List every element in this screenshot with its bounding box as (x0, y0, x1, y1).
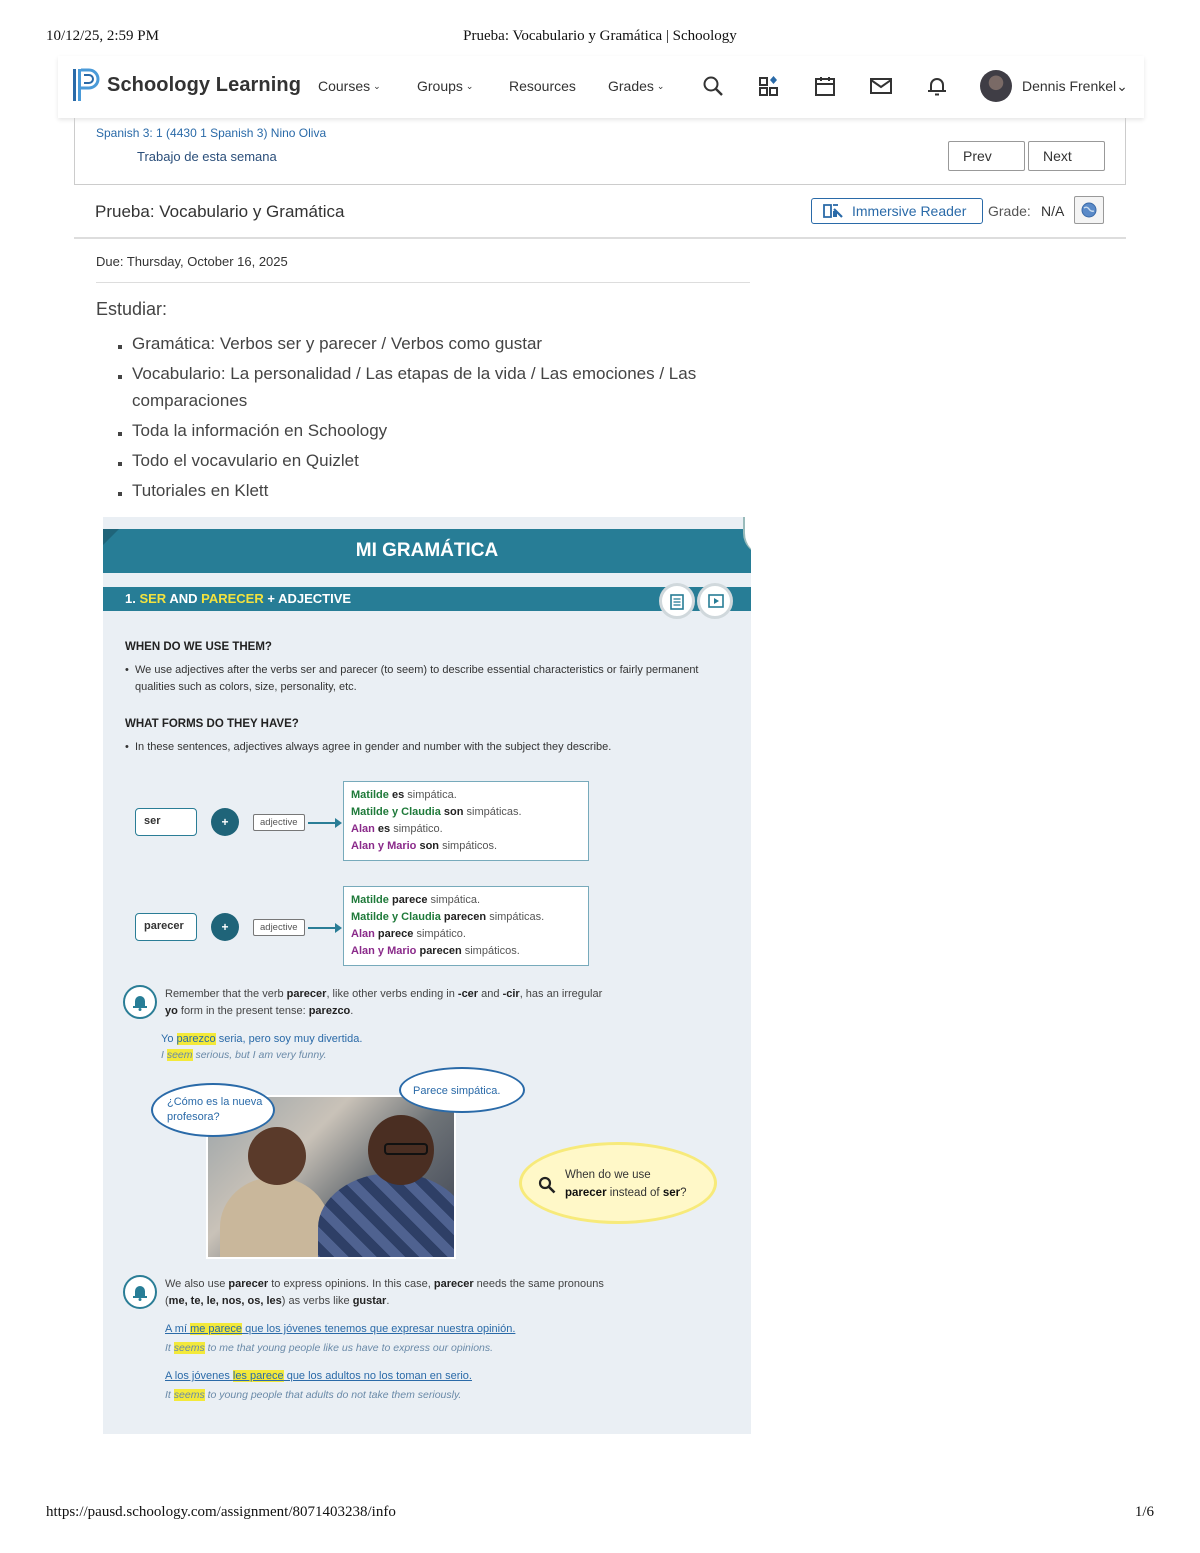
example-sentence: A los jóvenes les parece que los adultos no los toman en serio. (165, 1370, 472, 1382)
immersive-reader-icon (823, 203, 843, 219)
grammar-paragraph: • We use adjectives after the verbs ser and parecer (to seem) to describe essential characteristics or fairly permanent qualities such as colors, size, personality, etc. (125, 662, 705, 696)
chevron-down-icon: ⌄ (656, 81, 665, 91)
grammar-image (103, 517, 751, 1434)
example-sentence: Alan y Mario son simpáticos. (351, 840, 498, 852)
print-page-title: Prueba: Vocabulario y Gramática | Schoology (463, 28, 737, 44)
example-sentence: Matilde parece simpática. (351, 894, 481, 906)
arrow-icon (308, 927, 340, 929)
example-sentence: Yo parezco seria, pero soy muy divertida. (161, 1033, 363, 1045)
video-icon (708, 594, 724, 608)
example-sentence: Alan y Mario parecen simpáticos. (351, 945, 520, 957)
list-item: Gramática: Verbos ser y parecer / Verbos como gustar (116, 330, 736, 357)
example-sentence: Matilde y Claudia son simpáticas. (351, 806, 522, 818)
brand-name[interactable]: Schoology Learning (107, 74, 302, 96)
breadcrumb-course-link[interactable]: Spanish 3: 1 (4430 1 Spanish 3) Nino Oliva (96, 126, 327, 140)
chevron-down-icon: ⌄ (373, 81, 381, 91)
question-text: When do we use parecer instead of ser? (565, 1169, 687, 1199)
worksheet-button (659, 583, 695, 619)
grammar-banner: MI GRAMÁTICA (103, 529, 751, 573)
course-breadcrumb-box (74, 118, 1126, 185)
user-menu[interactable]: Dennis Frenkel⌄ (1022, 78, 1128, 94)
plus-icon: + (211, 808, 239, 836)
assignment-header (74, 186, 1126, 239)
parecer-examples-box (343, 886, 589, 966)
plus-icon: + (211, 913, 239, 941)
example-translation: It seems to young people that adults do not take them seriously. (165, 1389, 462, 1401)
video-button (697, 583, 733, 619)
ser-label: ser (135, 808, 197, 836)
example-translation: It seems to me that young people like us have to express our opinions. (165, 1342, 494, 1354)
example-sentence: A mí me parece que los jóvenes tenemos que expresar nuestra opinión. (165, 1323, 516, 1335)
print-page-number: 1/6 (1134, 1504, 1154, 1520)
bell-icon (123, 1275, 157, 1309)
adjective-label: adjective (253, 814, 305, 831)
search-icon[interactable] (701, 74, 725, 98)
ser-examples-box (343, 781, 589, 861)
list-item: Toda la información en Schoology (116, 417, 736, 444)
example-sentence: Alan parece simpático. (351, 928, 466, 940)
grade-label: Grade: (988, 203, 1031, 219)
section-heading: 1. SER AND PARECER + ADJECTIVE (103, 587, 751, 611)
arrow-icon (308, 822, 340, 824)
list-item: Todo el vocavulario en Quizlet (116, 447, 736, 474)
list-item: Tutoriales en Klett (116, 477, 736, 504)
breadcrumb-folder-link[interactable]: Trabajo de esta semana (137, 149, 277, 164)
grade-info-button[interactable] (1074, 196, 1104, 224)
nav-groups[interactable]: Groups ⌄ (417, 78, 474, 94)
example-translation: I seem serious, but I am very funny. (161, 1049, 327, 1061)
question-bubble (519, 1142, 717, 1224)
nav-courses[interactable]: Courses ⌄ (318, 78, 381, 94)
next-button[interactable]: Next (1028, 141, 1105, 171)
nav-grades[interactable]: Grades ⌄ (608, 78, 665, 94)
search-icon (538, 1176, 556, 1194)
grammar-note: We also use parecer to express opinions. In this case, parecer needs the same pronouns (me, te, le, nos, os, les) as verbs like gustar. (165, 1278, 604, 1307)
grade-value: N/A (1041, 203, 1065, 219)
divider (96, 282, 750, 283)
grammar-note: Remember that the verb parecer, like other verbs ending in -cer and -cir, has an irregular yo form in the present tense: parezco. (165, 988, 603, 1017)
list-item: Vocabulario: La personalidad / Las etapas de la vida / Las emociones / Las comparaciones (116, 360, 736, 414)
print-url: https://pausd.schoology.com/assignment/8071403238/info (46, 1504, 396, 1520)
calendar-icon[interactable] (813, 74, 837, 98)
immersive-reader-button[interactable]: Immersive Reader (811, 198, 983, 224)
grammar-paragraph: • In these sentences, adjectives always agree in gender and number with the subject they describe. (125, 739, 705, 756)
print-header (46, 28, 1154, 48)
speech-bubble-left: ¿Cómo es la nueva profesora? (151, 1083, 275, 1137)
prev-button[interactable]: Prev (948, 141, 1025, 171)
globe-icon (1081, 202, 1097, 218)
grammar-subheading: WHAT FORMS DO THEY HAVE? (125, 718, 299, 730)
speech-bubble-right: Parece simpática. (399, 1067, 525, 1113)
apps-icon[interactable] (757, 74, 781, 98)
page-title: Prueba: Vocabulario y Gramática (95, 202, 345, 221)
bell-icon[interactable] (925, 74, 949, 98)
due-date: Due: Thursday, October 16, 2025 (96, 254, 288, 269)
document-icon (670, 594, 684, 610)
chevron-down-icon: ⌄ (465, 81, 474, 91)
bell-icon (123, 985, 157, 1019)
top-navigation (58, 56, 1144, 118)
study-heading: Estudiar: (96, 299, 168, 319)
print-datetime: 10/12/25, 2:59 PM (46, 28, 159, 44)
nav-resources[interactable]: Resources (509, 78, 576, 94)
adjective-label: adjective (253, 919, 305, 936)
study-list (116, 330, 736, 507)
parecer-label: parecer (135, 913, 197, 941)
chevron-down-icon: ⌄ (1116, 78, 1128, 94)
banner-corner (103, 529, 119, 545)
schoology-logo-icon[interactable] (72, 68, 100, 102)
avatar[interactable] (980, 70, 1012, 102)
grammar-subheading: WHEN DO WE USE THEM? (125, 641, 272, 653)
example-sentence: Alan es simpático. (351, 823, 443, 835)
example-sentence: Matilde y Claudia parecen simpáticas. (351, 911, 545, 923)
example-sentence: Matilde es simpática. (351, 789, 457, 801)
mail-icon[interactable] (869, 74, 893, 98)
